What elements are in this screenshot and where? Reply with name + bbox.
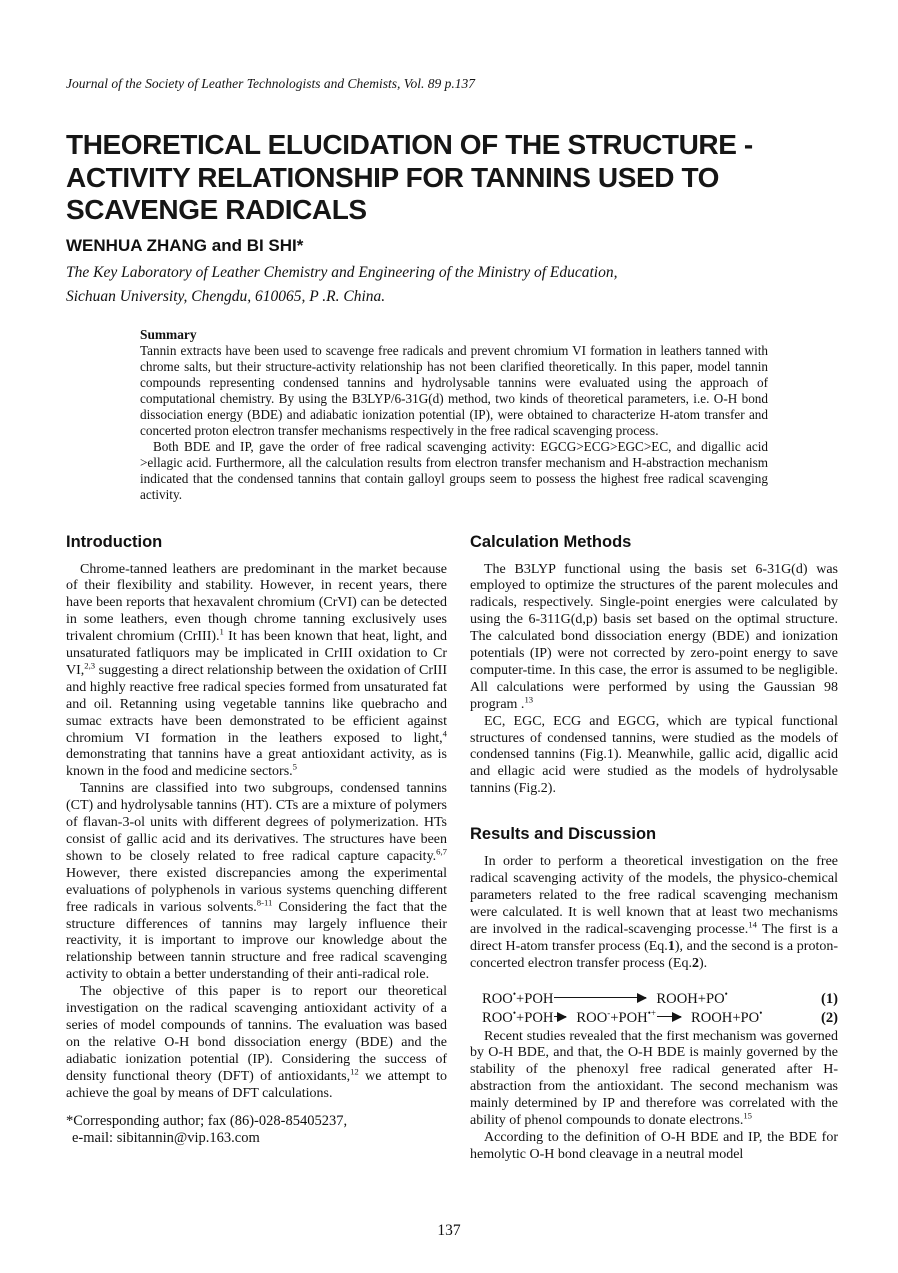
article-title-line-3: SCAVENGE RADICALS [66, 194, 367, 225]
equation-2-number: (2) [820, 1009, 838, 1026]
two-column-body [66, 533, 838, 1164]
introduction-paragraph-2: Tannins are classified into two subgroups, condensed tannins (CT) and hydrolysable tannins (HT). CTs are a mixture of polymers of flavan-3-ol units with different degrees of polymerization. HTs consist of gallic acid and its derivatives. The structures have been shown to be closely related to free radical capture capacity.$^{6,7}$ However, there existed discrepancies among the experimental evaluations of polyphenols in various systems quenching different free radicals in various solvents.$^{8-11}$ Considering the fact that the structure differences of tannins may largely influence their reactivity, it is important to improve our knowledge about the relationship between tannin structure and free radical scavenging activity to obtain a better understanding of their anti-radical role. [66, 781, 448, 983]
article-title-line-1: THEORETICAL ELUCIDATION OF THE STRUCTURE - [66, 129, 753, 160]
equation-1-body: ROO•+POH ROOH+PO• [482, 988, 728, 1007]
journal-header: Journal of the Society of Leather Technologists and Chemists, Vol. 89 p.137 [66, 76, 475, 91]
introduction-paragraph-3: The objective of this paper is to report our theoretical investigation on the radical scavenging antioxidant activity of a series of model compounds of tannins. The evaluation was based on the relative O-H bond dissociation energy (BDE) and the adiabatic ionization potential (IP). Considering the success of density functional theory (DFT) of antioxidants,$^{12}$ we attempt to achieve the goal by means of DFT calculations. [66, 984, 447, 1101]
summary-paragraph-1: Tannin extracts have been used to scavenge free radicals and prevent chromium VI formation in leathers tanned with chrome salts, but their structure-activity relationship has not been clarified theoretically. In this paper, model tannin compounds representing condensed tannins and hydrolysable tannins were evaluated using the approach of computational chemistry. By using the B3LYP/6-31G(d) method, two kinds of theoretical parameters, i.e. O-H bond dissociation energy (BDE) and adiabatic ionization potential (IP), were obtained to characterize H-atom transfer and concerted proton electron transfer mechanisms respectively in the free radical scavenging process. [140, 342, 768, 438]
summary-heading: Summary [140, 326, 197, 342]
results-discussion-heading: Results and Discussion [470, 825, 657, 844]
affiliation [66, 261, 838, 309]
results-paragraph-3: According to the definition of O-H BDE and IP, the BDE for hemolytic O-H bond cleavage in a neutral model [470, 1129, 838, 1162]
article-title [66, 129, 838, 227]
results-paragraph-2: Recent studies revealed that the first mechanism was governed by O-H BDE, and that, the O-H BDE is mainly governed by the stability of the phenoxyl free radical generated after H-abstraction from the antioxidant. The second mechanism was mainly determined by IP and therefore was correlated with the ability of phenol compounds to donate electrons.$^{15}$ [470, 1028, 838, 1129]
introduction-heading: Introduction [66, 532, 163, 551]
calculation-methods-paragraph-1: The B3LYP functional using the basis set 6-31G(d) was employed to optimize the structures of the parent molecules and radicals, respectively. Single-point energies were calculated by using the 6-311G(d,p) basis set based on the optimal structure. The calculated bond dissociation energy (BDE) and ionization potentials (IP) were not corrected by zero-point energy to save computer-time. In this case, the error is assumed to be negligible. All calculations were performed by using the Gaussian 98 program .$^{13}$ [470, 561, 838, 712]
equations-block [470, 990, 838, 1028]
authors-line: WENHUA ZHANG and BI SHI* [66, 235, 304, 255]
equation-2-body: ROO•+POH ROO-+POH•+ ROOH+PO• [482, 1007, 763, 1026]
page-number: 137 [437, 1222, 461, 1239]
results-paragraph-1: In order to perform a theoretical investigation on the free radical scavenging activity of the models, the physico-chemical parameters related to the free radical scavenging mechanism were calculated. It is well known that at least two mechanisms are involved in the radical-scavenging processe.$^{14}$ The first is a direct H-atom transfer process (Eq.1), and the second is a proton-concerted electron transfer process (Eq.2). [470, 854, 839, 971]
left-column [66, 533, 447, 1164]
introduction-paragraph-1: Chrome-tanned leathers are predominant in the market because of their flexibility and stability. However, in recent years, there have been reports that hexavalent chromium (CrVI) can be detected in some leathers, even though chrome tanning exclusively uses trivalent chromium (CrIII).$^1$ It has been known that heat, light, and unsaturated fatliquors may be implicated in CrIII oxidation to Cr VI,$^{2,3}$ suggesting a direct relationship between the oxidation of CrIII and highly reactive free radical species formed from unsaturated fat and oil. Retanning using vegetable tannins like quebracho and sumac extracts have been demonstrated to be efficient against chromium VI formation in the leathers exposed to light,$^4$ demonstrating that tannins have a great antioxidant activity, as is known in the food and medicine sectors.$^5$ [66, 561, 447, 780]
footnote-line-1: *Corresponding author; fax (86)-028-85405237, [66, 1112, 348, 1129]
corresponding-author-footnote [66, 1113, 447, 1148]
equation-1-number: (1) [820, 990, 838, 1007]
summary-block [140, 327, 768, 503]
summary-paragraph-2: Both BDE and IP, gave the order of free radical scavenging activity: EGCG>ECG>EGC>EC, and digallic acid >ellagic acid. Furthermore, all the calculation results from electron transfer mechanism and H-abstraction mechanism indicated that the condensed tannins that contain galloyl groups seem to possess the highest free radical scavenging activity. [140, 438, 768, 502]
affiliation-line-2: Sichuan University, Chengdu, 610065, P .R. China. [66, 287, 386, 305]
article-title-line-2: ACTIVITY RELATIONSHIP FOR TANNINS USED TO [66, 161, 720, 193]
calculation-methods-paragraph-2: EC, EGC, ECG and EGCG, which are typical functional structures of condensed tannins, were studied as the models of condensed tannins (Fig.1). Meanwhile, gallic acid, digallic acid and ellagic acid were studied as the models of hydrolysable tannins (Fig.2). [470, 713, 838, 797]
right-column [470, 533, 838, 1164]
affiliation-line-1: The Key Laboratory of Leather Chemistry and Engineering of the Ministry of Education, [66, 263, 618, 281]
equation-1 [482, 990, 838, 1009]
footnote-line-2: e-mail: sibitannin@vip.163.com [72, 1130, 260, 1146]
equation-2 [482, 1009, 838, 1028]
calculation-methods-heading: Calculation Methods [470, 532, 632, 551]
